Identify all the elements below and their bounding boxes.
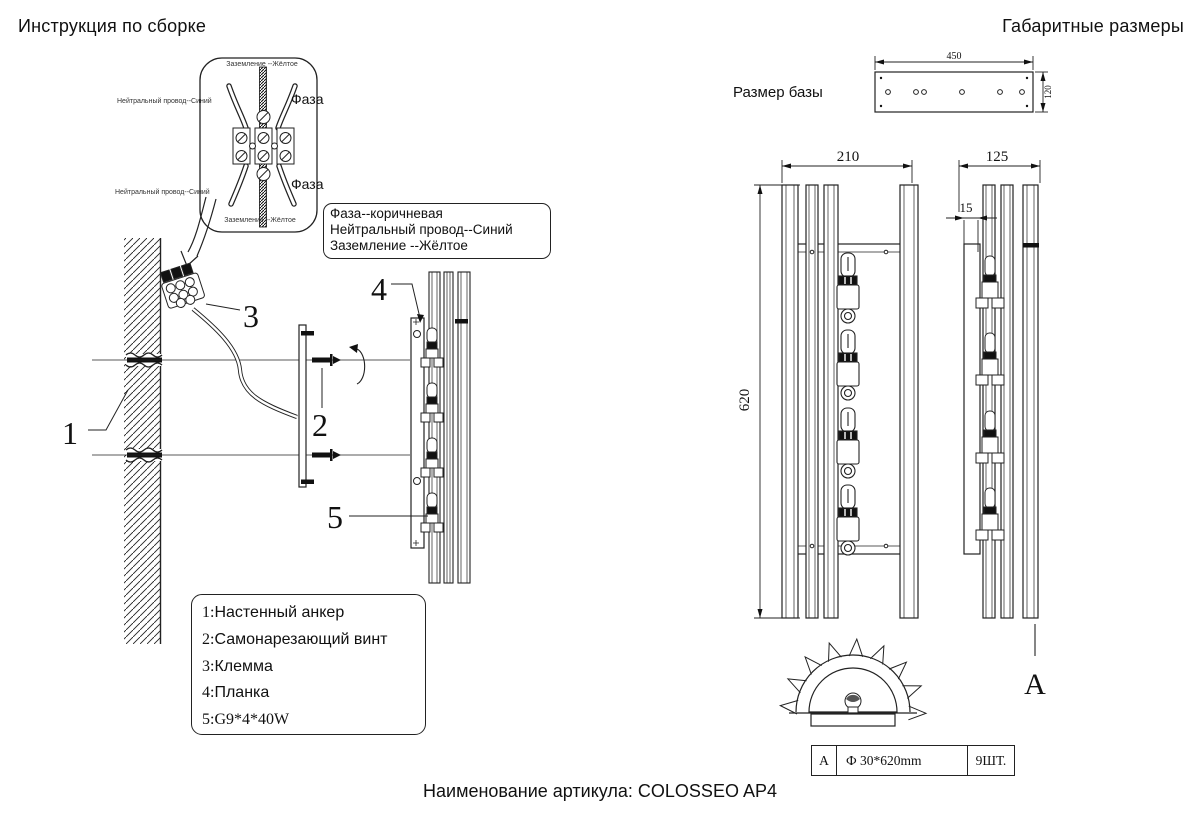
callout-line-neutral: Нейтральный провод--Синий bbox=[330, 222, 513, 238]
wire-color-callout bbox=[323, 203, 551, 259]
legend-num-1: 1: bbox=[202, 604, 215, 621]
dim-120: 120 bbox=[1043, 85, 1053, 99]
callout-line-phase: Фаза--коричневая bbox=[330, 206, 443, 221]
dim-210: 210 bbox=[836, 149, 860, 165]
screw-top bbox=[312, 354, 341, 366]
label-neutral-bottom: Нейтральный провод--Синий bbox=[115, 189, 210, 196]
spec-table bbox=[811, 745, 1015, 776]
connector bbox=[158, 262, 206, 311]
legend-num-2: 2: bbox=[202, 630, 215, 648]
legend-label-1: Настенный анкер bbox=[214, 604, 345, 621]
part-number-4: 4 bbox=[371, 271, 387, 307]
dim-15: 15 bbox=[959, 200, 973, 215]
legend-num-4: 4: bbox=[202, 684, 215, 702]
page-title-left: Инструкция по сборке bbox=[18, 16, 207, 36]
wiring-diagram bbox=[115, 58, 324, 232]
spec-qty: 9ШТ. bbox=[967, 746, 1014, 775]
screw-bottom bbox=[312, 449, 341, 461]
legend-num-3: 3: bbox=[202, 657, 215, 675]
legend-item-1 bbox=[202, 600, 425, 627]
base-size-label: Размер базы bbox=[733, 84, 823, 101]
legend-label-2: Самонарезающий винт bbox=[214, 630, 388, 648]
section-label: A bbox=[1024, 668, 1046, 701]
legend-item-4 bbox=[202, 680, 425, 707]
wall bbox=[124, 238, 161, 644]
article-name: Наименование артикула: COLOSSEO AP4 bbox=[423, 781, 777, 801]
legend-label-4: Планка bbox=[214, 684, 270, 702]
label-ground-bottom: Заземление --Жёлтое bbox=[224, 217, 296, 224]
part-number-2: 2 bbox=[312, 407, 328, 443]
dim-450: 450 bbox=[946, 51, 962, 62]
legend-label-3: Клемма bbox=[214, 657, 273, 675]
part-number-5: 5 bbox=[327, 499, 343, 535]
legend-item-3 bbox=[202, 654, 425, 681]
mounting-plate bbox=[299, 325, 314, 487]
dim-125: 125 bbox=[985, 149, 1009, 165]
part-callouts bbox=[62, 271, 428, 535]
dim-620: 620 bbox=[737, 388, 753, 412]
front-view bbox=[737, 149, 918, 618]
spec-size: Ф 30*620mm bbox=[846, 752, 922, 768]
detail-a bbox=[780, 639, 926, 726]
label-phase-bottom: Фаза bbox=[291, 176, 324, 192]
part-number-1: 1 bbox=[62, 415, 78, 451]
spec-code: A bbox=[812, 746, 837, 775]
page-title-right: Габаритные размеры bbox=[1002, 16, 1184, 36]
legend-num-5: 5: bbox=[202, 711, 215, 729]
legend-label-5: G9*4*40W bbox=[214, 711, 290, 729]
legend-item-5 bbox=[202, 707, 425, 734]
rotation-arrow bbox=[349, 344, 365, 384]
label-phase-top: Фаза bbox=[291, 91, 324, 107]
label-ground-top: Заземление --Жёлтое bbox=[226, 61, 298, 68]
callout-line-ground: Заземление --Жёлтое bbox=[330, 238, 468, 254]
parts-legend bbox=[191, 594, 426, 735]
legend-item-2 bbox=[202, 627, 425, 654]
base-view bbox=[875, 51, 1053, 112]
label-neutral-top: Нейтральный провод--Синий bbox=[117, 98, 212, 105]
side-view bbox=[946, 149, 1046, 701]
part-number-3: 3 bbox=[243, 298, 259, 334]
